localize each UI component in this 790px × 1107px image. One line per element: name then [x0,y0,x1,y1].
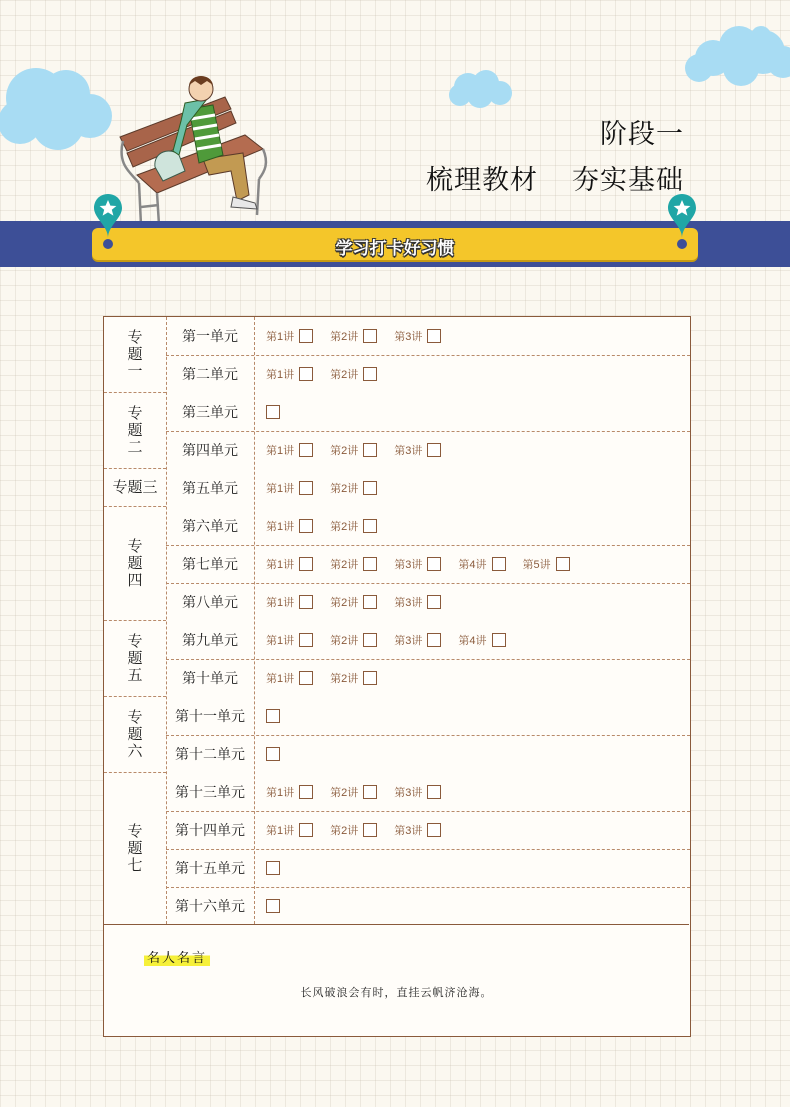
topic-label [104,621,166,697]
lecture-item [266,709,280,723]
topic-label [104,317,166,393]
unit-label: 第十四单元 [175,822,245,838]
lecture-label: 第1讲 [266,787,295,799]
unit-label: 第二单元 [182,366,238,382]
checkbox-icon[interactable] [299,481,313,495]
lecture-item [394,594,441,610]
lecture-label: 第3讲 [394,331,423,343]
checkbox-icon[interactable] [363,329,377,343]
unit-label: 第十三单元 [175,784,245,800]
checkbox-icon[interactable] [299,823,313,837]
lecture-label: 第2讲 [330,559,359,571]
lecture-item [266,405,280,419]
lecture-checklist [254,735,690,773]
lecture-checklist [254,507,690,545]
lecture-item [394,556,441,572]
checkbox-icon[interactable] [299,595,313,609]
lecture-item [330,366,377,382]
checkbox-icon[interactable] [299,633,313,647]
cloud-icon [683,22,790,88]
unit-label: 第八单元 [182,594,238,610]
lecture-checklist [254,773,690,811]
lecture-label: 第1讲 [266,597,295,609]
stage-title: 阶段一 [600,119,684,149]
lecture-item [266,632,313,648]
lecture-item [266,480,313,496]
unit-label: 第六单元 [182,518,238,534]
topic-label [104,697,166,773]
lecture-label: 第2讲 [330,331,359,343]
checkbox-icon[interactable] [492,633,506,647]
lecture-item [330,480,377,496]
lecture-label: 第1讲 [266,825,295,837]
lecture-label: 第3讲 [394,825,423,837]
topic-label-text: 专题二 [127,405,143,456]
lecture-label: 第3讲 [394,445,423,457]
topic-label-text: 专题三 [112,479,158,496]
topic-label [104,393,166,469]
lecture-checklist [254,355,690,393]
topic-label [104,773,166,925]
boy-on-bench-illustration [115,75,275,230]
checkbox-icon[interactable] [363,633,377,647]
lecture-label: 第4讲 [458,635,487,647]
topic-label [104,469,166,507]
checkbox-icon[interactable] [363,481,377,495]
lecture-item [330,784,377,800]
checkbox-icon[interactable] [427,785,441,799]
lecture-item [330,670,377,686]
checkin-table [103,316,691,1037]
topic-label-text: 专题四 [127,538,143,589]
topic-label-text: 专题七 [127,823,143,874]
checkbox-icon[interactable] [299,671,313,685]
lecture-item [266,328,313,344]
checkbox-icon[interactable] [363,519,377,533]
lecture-item [330,328,377,344]
checkbox-icon[interactable] [363,557,377,571]
lecture-label: 第2讲 [330,597,359,609]
lecture-item [266,556,313,572]
checkbox-icon[interactable] [427,633,441,647]
lecture-item [266,442,313,458]
lecture-label: 第1讲 [266,331,295,343]
lecture-item [458,632,505,648]
lecture-checklist [254,811,690,849]
lecture-label: 第1讲 [266,559,295,571]
lecture-label: 第3讲 [394,597,423,609]
lecture-label: 第3讲 [394,787,423,799]
lecture-label: 第2讲 [330,787,359,799]
unit-label: 第十单元 [182,670,238,686]
cloud-icon [0,58,116,152]
quote-text: 长风破浪会有时，直挂云帆济沧海。 [300,986,493,999]
lecture-item [266,594,313,610]
lecture-checklist [254,317,690,355]
star-pin-icon [666,192,698,254]
topic-label-text: 专题六 [127,709,143,760]
checkbox-icon[interactable] [363,443,377,457]
lecture-checklist [254,887,690,925]
ribbon [92,228,698,260]
checkbox-icon[interactable] [299,557,313,571]
lecture-label: 第2讲 [330,483,359,495]
checkbox-icon[interactable] [492,557,506,571]
lecture-label: 第2讲 [330,445,359,457]
checkbox-icon[interactable] [363,367,377,381]
checkbox-icon[interactable] [363,785,377,799]
cloud-icon [446,67,514,109]
lecture-item [458,556,505,572]
lecture-label: 第2讲 [330,521,359,533]
lecture-label: 第1讲 [266,673,295,685]
lecture-item [394,784,441,800]
topic-label [104,507,166,621]
checkbox-icon[interactable] [363,671,377,685]
lecture-item [523,556,570,572]
stage-subtitle: 梳理教材 夯实基础 [425,165,684,195]
quote-section [104,924,689,1037]
checkbox-icon[interactable] [266,709,280,723]
unit-label: 第五单元 [182,480,238,496]
lecture-item [266,747,280,761]
unit-label: 第一单元 [182,328,238,344]
unit-label: 第十一单元 [175,708,245,724]
lecture-label: 第5讲 [522,559,551,571]
lecture-label: 第2讲 [330,369,359,381]
star-pin-icon [92,192,124,254]
topic-label-text: 专题五 [127,633,143,684]
lecture-checklist [254,621,690,659]
checkbox-icon[interactable] [299,329,313,343]
lecture-item [394,822,441,838]
lecture-label: 第3讲 [394,559,423,571]
unit-label: 第四单元 [182,442,238,458]
quote-title: 名人名言 [144,947,210,966]
lecture-item [330,594,377,610]
unit-label: 第十二单元 [175,746,245,762]
lecture-item [266,670,313,686]
lecture-label: 第1讲 [266,521,295,533]
checkbox-icon[interactable] [363,823,377,837]
checkbox-icon[interactable] [556,557,570,571]
lecture-checklist [254,469,690,507]
unit-label: 第七单元 [182,556,238,572]
lecture-checklist [254,583,690,621]
lecture-checklist [254,697,690,735]
checkbox-icon[interactable] [266,405,280,419]
lecture-item [394,328,441,344]
checkbox-icon[interactable] [299,443,313,457]
checkbox-icon[interactable] [427,443,441,457]
checkbox-icon[interactable] [427,823,441,837]
unit-label: 第三单元 [182,404,238,420]
lecture-checklist [254,431,690,469]
checkbox-icon[interactable] [299,367,313,381]
lecture-item [330,632,377,648]
lecture-label: 第4讲 [458,559,487,571]
lecture-label: 第1讲 [266,483,295,495]
lecture-label: 第1讲 [266,635,295,647]
checkbox-icon[interactable] [299,519,313,533]
ribbon-label: 学习打卡好习惯 [335,239,455,258]
lecture-item [266,861,280,875]
checkbox-icon[interactable] [427,595,441,609]
unit-label: 第九单元 [182,632,238,648]
lecture-item [330,556,377,572]
lecture-item [266,899,280,913]
checkbox-icon[interactable] [266,899,280,913]
lecture-checklist [254,393,690,431]
checkbox-icon[interactable] [299,785,313,799]
lecture-item [266,366,313,382]
lecture-label: 第3讲 [394,635,423,647]
lecture-label: 第2讲 [330,635,359,647]
lecture-item [266,784,313,800]
lecture-label: 第1讲 [266,369,295,381]
checkbox-icon[interactable] [266,747,280,761]
checkbox-icon[interactable] [427,329,441,343]
unit-label: 第十五单元 [175,860,245,876]
topic-label-text: 专题一 [127,329,143,380]
lecture-item [394,632,441,648]
checkbox-icon[interactable] [266,861,280,875]
lecture-label: 第1讲 [266,445,295,457]
lecture-checklist [254,545,690,583]
unit-label: 第十六单元 [175,898,245,914]
lecture-item [266,822,313,838]
lecture-label: 第2讲 [330,825,359,837]
lecture-item [266,518,313,534]
lecture-item [394,442,441,458]
lecture-item [330,442,377,458]
lecture-label: 第2讲 [330,673,359,685]
lecture-item [330,822,377,838]
lecture-checklist [254,849,690,887]
checkbox-icon[interactable] [427,557,441,571]
lecture-checklist [254,659,690,697]
lecture-item [330,518,377,534]
checkbox-icon[interactable] [363,595,377,609]
